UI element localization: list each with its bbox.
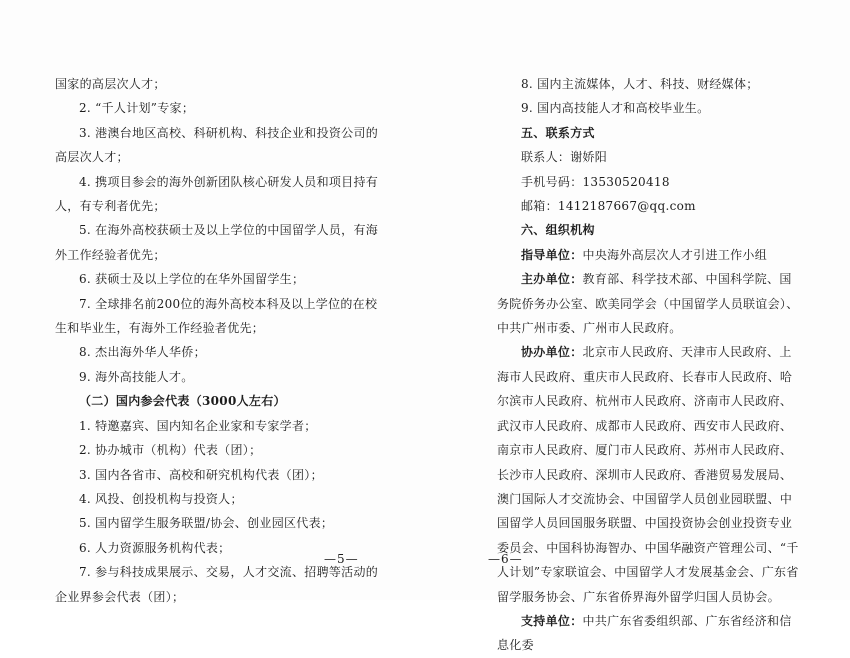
left-line-3: 3. 港澳台地区高校、科研机构、科技企业和投资公司的高层次人才； (55, 125, 379, 165)
guide-text: 中央海外高层次人才引进工作小组 (582, 247, 768, 262)
domestic-item-4: 4. 风投、创投机构与投资人； (79, 491, 243, 506)
guide-label: 指导单位： (521, 247, 583, 262)
support-unit (497, 609, 803, 658)
page-number-left: —5— (324, 552, 359, 566)
domestic-item-2: 2. 协办城市（机构）代表（团）； (79, 443, 262, 458)
domestic-item-1: 1. 特邀嘉宾、国内知名企业家和专家学者； (79, 418, 317, 433)
domestic-item-6: 6. 人力资源服务机构代表； (79, 540, 231, 555)
host-label: 主办单位： (521, 272, 583, 287)
left-line-5: 5. 在海外高校获硕士及以上学位的中国留学人员，有海外工作经验者优先； (55, 223, 379, 262)
left-line-1: 国家的高层次人才； (55, 77, 166, 91)
domestic-item-7: 7. 参与科技成果展示、交易，人才交流、招聘等活动的企业界参会代表（团）； (55, 565, 379, 604)
contact-phone: 手机号码：13530520418 (521, 174, 670, 189)
right-page (497, 72, 803, 653)
org-heading: 六、组织机构 (521, 223, 595, 238)
left-line-7: 7. 全球排名前200位的海外高校本科及以上学位的在校生和毕业生，有海外工作经验者优先； (55, 296, 378, 336)
page-number-right: —6— (488, 552, 523, 566)
co-label: 协办单位： (521, 345, 583, 360)
domestic-item-5: 5. 国内留学生服务联盟/协会、创业园区代表； (79, 516, 334, 531)
support-text: 中共广东省委组织部、广东省经济和信息化委 (497, 613, 792, 653)
right-item-8: 8. 国内主流媒体，人才、科技、财经媒体； (521, 77, 759, 91)
contact-email: 邮箱：1412187667@qq.com (521, 199, 696, 214)
right-item-9: 9. 国内高技能人才和高校毕业生。 (521, 101, 710, 116)
section-title-domestic: （二）国内参会代表（3000人左右） (79, 394, 286, 409)
left-line-9: 9. 海外高技能人才。 (79, 369, 194, 384)
host-unit (497, 267, 803, 340)
co-unit (497, 340, 803, 608)
domestic-item-3: 3. 国内各省市、高校和研究机构代表（团）； (79, 467, 323, 482)
left-line-6: 6. 获硕士及以上学位的在华外国留学生； (79, 272, 305, 287)
left-line-4: 4. 携项目参会的海外创新团队核心研发人员和项目持有人，有专利者优先； (55, 174, 379, 214)
contact-heading: 五、联系方式 (521, 125, 595, 140)
left-line-2: 2. “千人计划”专家； (79, 101, 195, 116)
left-line-8: 8. 杰出海外华人华侨； (79, 345, 206, 360)
co-text: 北京市人民政府、天津市人民政府、上海市人民政府、重庆市人民政府、长春市人民政府、哈尔滨市人民政府、杭州市人民政府、济南市人民政府、武汉市人民政府、成都市人民政府、西安市人民政府、南京市人民政府、厦门市人民政府、苏州市人民政府、长沙市人民政府、深圳市人民政府、香港贸易发展局、澳门国际人才交流协会、中国留学人员创业园联盟、中国留学人员回国服务联盟、中国投资协会创业投资专业委员会、中国科协海智办、中国华融资产管理公司、“千人计划”专家联谊会、中国留学人才发展基金会、广东省留学服务协会、广东省侨界海外留学归国人员协会。 (497, 345, 799, 604)
contact-person: 联系人：谢娇阳 (521, 150, 608, 165)
host-text: 教育部、科学技术部、中国科学院、国务院侨务办公室、欧美同学会（中国留学人员联谊会）、中共广州市委、广州市人民政府。 (497, 272, 799, 336)
left-page (55, 72, 380, 604)
support-label: 支持单位： (521, 613, 583, 628)
guide-unit (497, 243, 803, 267)
